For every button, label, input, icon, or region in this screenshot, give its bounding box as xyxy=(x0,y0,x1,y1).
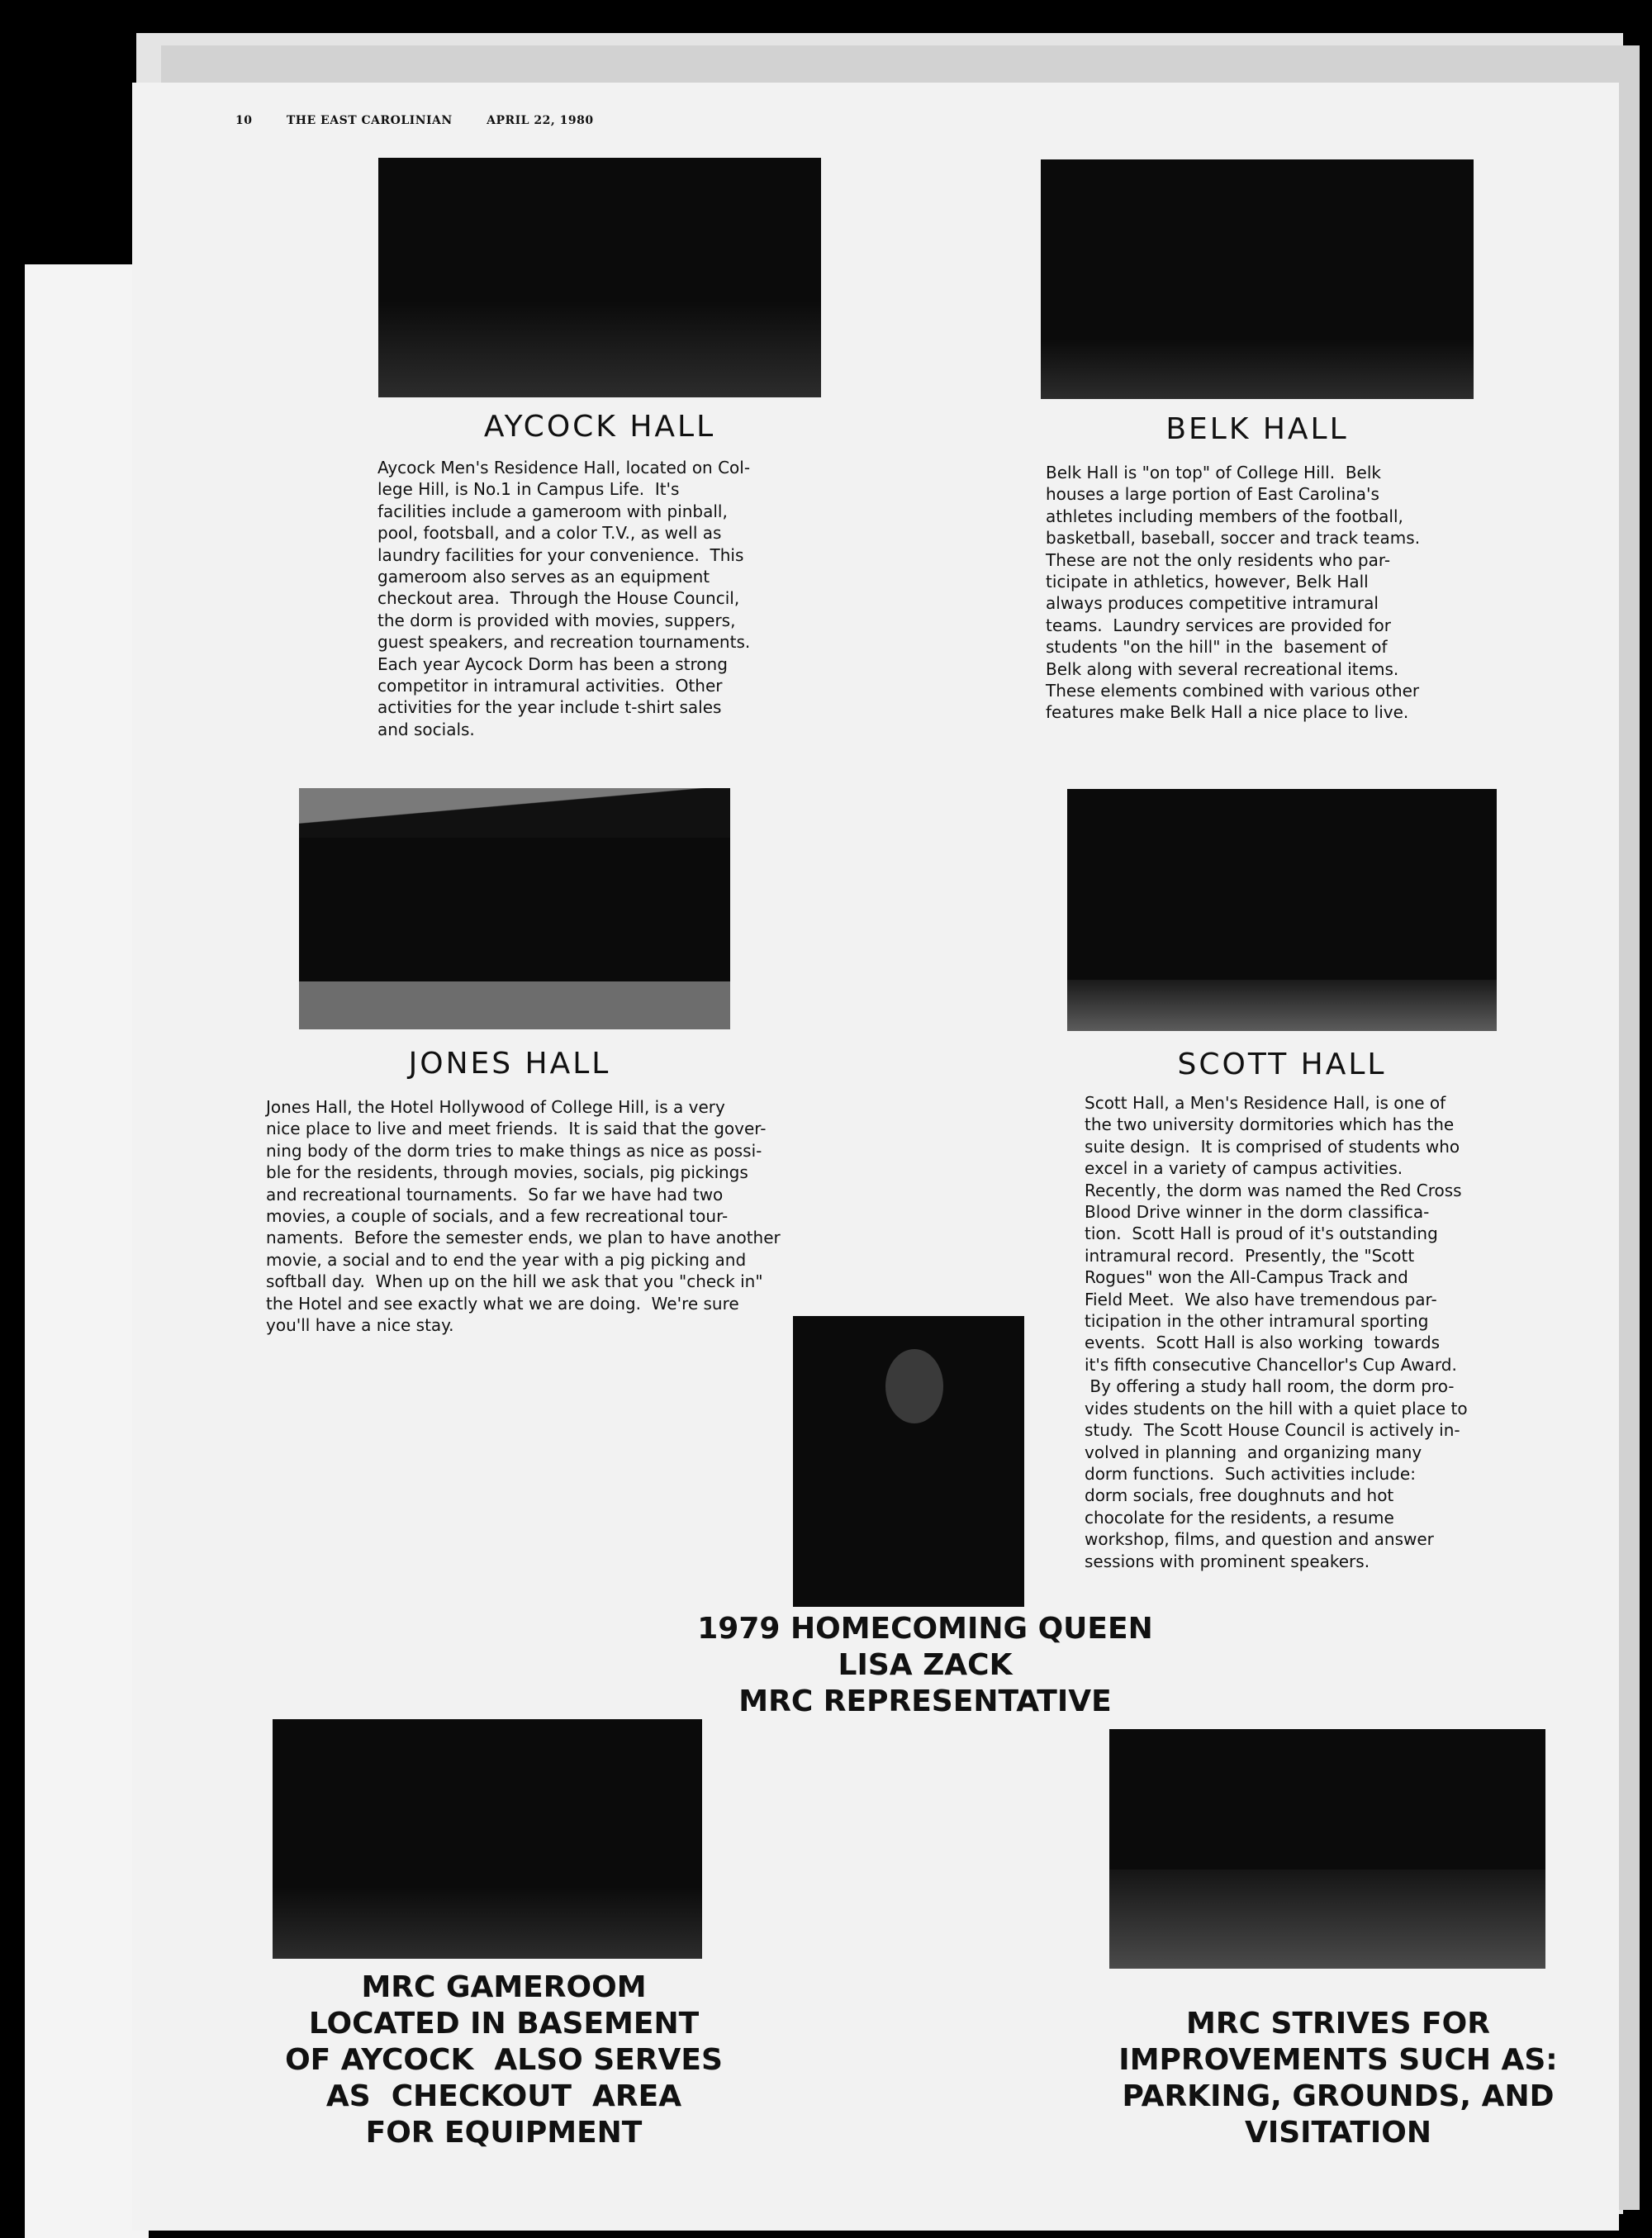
left-margin-strip xyxy=(25,264,149,2238)
scott-hall-title: SCOTT HALL xyxy=(1177,1048,1387,1081)
text-line: MRC STRIVES FOR xyxy=(1186,2007,1490,2041)
text-line: and recreational tournaments. So far we have had two xyxy=(266,1184,724,1205)
text-line: 1979 HOMECOMING QUEEN xyxy=(697,1612,1153,1646)
text-line: guest speakers, and recreation tournaments. xyxy=(377,632,751,653)
text-line: PARKING, GROUNDS, AND xyxy=(1122,2079,1555,2113)
text-line: AS CHECKOUT AREA xyxy=(325,2079,682,2113)
homecoming-queen-caption xyxy=(628,1611,1222,1720)
text-line: naments. Before the semester ends, we plan to have another xyxy=(266,1228,781,1248)
text-line: study. The Scott House Council is actively in- xyxy=(1085,1420,1460,1441)
text-line: you'll have a nice stay. xyxy=(266,1315,454,1336)
belk-hall-photo xyxy=(1041,159,1474,399)
text-line: competitor in intramural activities. Other xyxy=(377,676,723,696)
aycock-hall-text xyxy=(377,457,750,740)
text-line: ticipation in the other intramural sporting xyxy=(1085,1311,1429,1332)
text-line: sessions with prominent speakers. xyxy=(1085,1551,1370,1571)
issue-date: APRIL 22, 1980 xyxy=(487,114,594,127)
text-line: pool, footsball, and a color T.V., as well as xyxy=(377,523,722,544)
scott-hall-photo xyxy=(1067,789,1497,1031)
mrc-improvements-photo xyxy=(1109,1729,1545,1969)
publication-name: THE EAST CAROLINIAN xyxy=(286,114,453,127)
text-line: lege Hill, is No.1 in Campus Life. It's xyxy=(377,479,680,500)
text-line: By offering a study hall room, the dorm pro- xyxy=(1085,1376,1455,1397)
text-line: facilities include a gameroom with pinball, xyxy=(377,501,728,521)
text-line: Each year Aycock Dorm has been a strong xyxy=(377,653,728,674)
text-line: ble for the residents, through movies, socials, pig pickings xyxy=(266,1162,748,1183)
text-line: Field Meet. We also have tremendous par- xyxy=(1085,1289,1437,1309)
text-line: and socials. xyxy=(377,719,475,739)
text-line: chocolate for the residents, a resume xyxy=(1085,1507,1394,1528)
text-line: Rogues" won the All-Campus Track and xyxy=(1085,1267,1408,1288)
aycock-hall-title: AYCOCK HALL xyxy=(483,410,716,444)
text-line: MRC GAMEROOM xyxy=(361,1970,647,2004)
text-line: activities for the year include t-shirt sales xyxy=(377,697,722,718)
text-line: movies, a couple of socials, and a few recreational tour- xyxy=(266,1206,729,1227)
text-line: OF AYCOCK ALSO SERVES xyxy=(285,2043,723,2077)
text-line: nice place to live and meet friends. It is said that the gover- xyxy=(266,1119,767,1139)
belk-hall-text xyxy=(1046,462,1420,724)
text-line: IMPROVEMENTS SUCH AS: xyxy=(1118,2043,1558,2077)
text-line: These elements combined with various other xyxy=(1046,681,1420,701)
text-line: Belk Hall is "on top" of College Hill. Belk xyxy=(1046,463,1381,482)
text-line: always produces competitive intramural xyxy=(1046,593,1379,614)
jones-hall-title: JONES HALL xyxy=(408,1047,611,1081)
mrc-gameroom-photo xyxy=(273,1719,702,1959)
text-line: movie, a social and to end the year with a pig picking and xyxy=(266,1249,747,1270)
text-line: Scott Hall, a Men's Residence Hall, is one of xyxy=(1085,1093,1446,1113)
text-line: Jones Hall, the Hotel Hollywood of College Hill, is a very xyxy=(266,1097,725,1117)
text-line: laundry facilities for your convenience. This xyxy=(377,544,744,565)
text-line: gameroom also serves as an equipment xyxy=(377,567,710,587)
text-line: it's fifth consecutive Chancellor's Cup Award. xyxy=(1085,1354,1457,1375)
page-header xyxy=(235,114,624,127)
text-line: workshop, films, and question and answer xyxy=(1085,1529,1434,1550)
scott-hall-text xyxy=(1085,1092,1468,1572)
text-line: features make Belk Hall a nice place to live. xyxy=(1046,702,1409,723)
text-line: volved in planning and organizing many xyxy=(1085,1442,1422,1462)
text-line: Recently, the dorm was named the Red Cross xyxy=(1085,1180,1462,1200)
text-line: excel in a variety of campus activities. xyxy=(1085,1158,1403,1179)
text-line: dorm functions. Such activities include: xyxy=(1085,1463,1416,1484)
homecoming-queen-photo xyxy=(793,1316,1024,1607)
text-line: intramural record. Presently, the "Scott xyxy=(1085,1245,1415,1266)
text-line: suite design. It is comprised of students who xyxy=(1085,1136,1460,1157)
text-line: vides students on the hill with a quiet place to xyxy=(1085,1398,1468,1418)
text-line: ning body of the dorm tries to make things as nice as possi- xyxy=(266,1140,762,1161)
belk-hall-title: BELK HALL xyxy=(1165,412,1349,446)
page-number: 10 xyxy=(235,114,253,127)
text-line: Blood Drive winner in the dorm classifica- xyxy=(1085,1202,1430,1223)
text-line: athletes including members of the football, xyxy=(1046,506,1403,526)
text-line: VISITATION xyxy=(1244,2116,1432,2150)
text-line: events. Scott Hall is also working towards xyxy=(1085,1333,1441,1353)
text-line: softball day. When up on the hill we ask that you "check in" xyxy=(266,1271,763,1292)
text-line: students "on the hill" in the basement of xyxy=(1046,637,1388,658)
text-line: the dorm is provided with movies, suppers, xyxy=(377,610,736,630)
text-line: LISA ZACK xyxy=(838,1648,1013,1682)
jones-hall-photo xyxy=(299,788,730,1029)
text-line: checkout area. Through the House Council, xyxy=(377,588,740,609)
text-line: FOR EQUIPMENT xyxy=(365,2116,643,2150)
text-line: houses a large portion of East Carolina's xyxy=(1046,484,1379,505)
text-line: teams. Laundry services are provided for xyxy=(1046,615,1392,635)
text-line: the two university dormitories which has the xyxy=(1085,1114,1455,1135)
text-line: ticipate in athletics, however, Belk Hall xyxy=(1046,572,1369,592)
mrc-improvements-caption xyxy=(1074,2006,1602,2151)
text-line: MRC REPRESENTATIVE xyxy=(738,1684,1112,1718)
text-line: the Hotel and see exactly what we are doing. We're sure xyxy=(266,1293,739,1314)
text-line: basketball, baseball, soccer and track teams. xyxy=(1046,528,1421,549)
text-line: dorm socials, free doughnuts and hot xyxy=(1085,1485,1394,1506)
jones-hall-text xyxy=(266,1096,781,1336)
text-line: LOCATED IN BASEMENT xyxy=(308,2007,700,2041)
text-line: Belk along with several recreational items. xyxy=(1046,658,1399,679)
text-line: tion. Scott Hall is proud of it's outstanding xyxy=(1085,1224,1438,1244)
text-line: Aycock Men's Residence Hall, located on Col- xyxy=(377,458,751,478)
mrc-gameroom-caption xyxy=(240,1970,768,2151)
text-line: These are not the only residents who par- xyxy=(1046,549,1391,570)
aycock-hall-photo xyxy=(378,158,821,397)
